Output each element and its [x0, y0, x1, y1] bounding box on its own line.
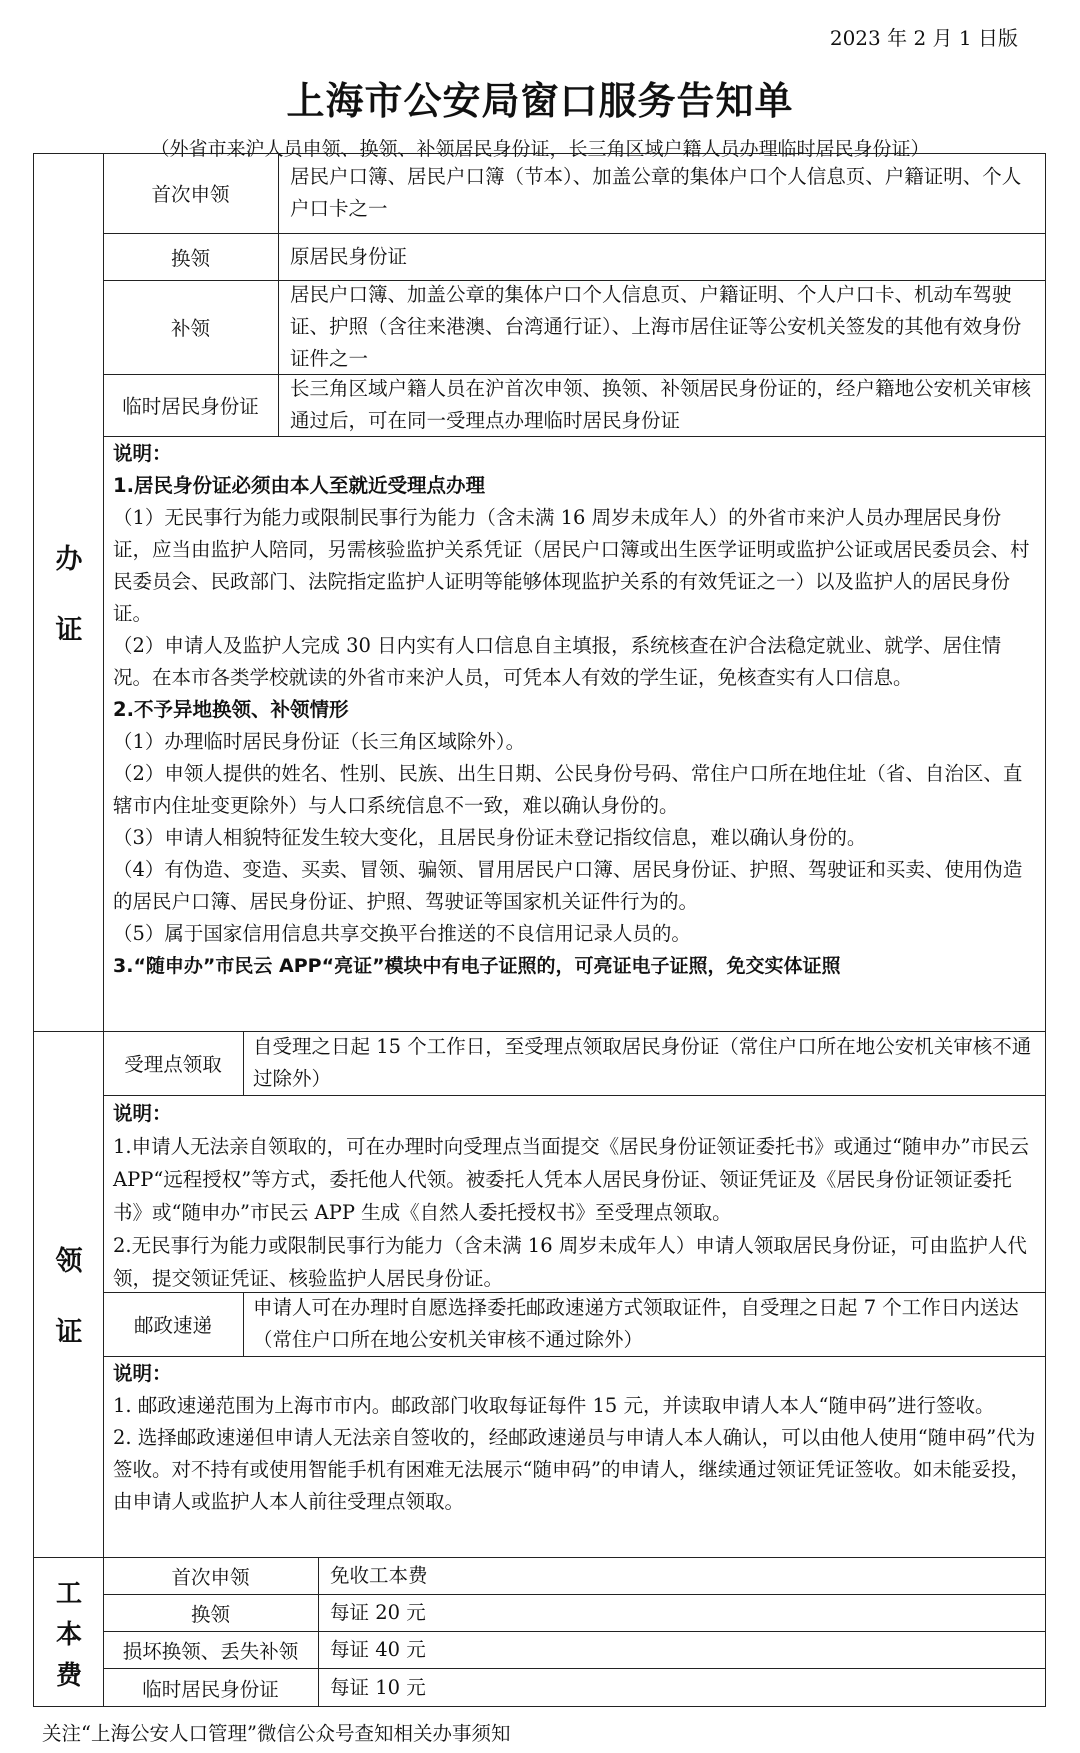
- row-content-temporary-id: 长三角区域户籍人员在沪首次申领、换领、补领居民身份证的，经户籍地公安机关审核通过后，可在同一受理点办理临时居民身份证: [290, 377, 1032, 432]
- note-heading-3: 3.“随申办”市民云 APP“亮证”模块中有电子证照的，可亮证电子证照，免交实体证照: [113, 955, 841, 977]
- version-date: 2023 年 2 月 1 日版: [829, 26, 1018, 50]
- note-item: （4）有伪造、变造、买卖、冒领、骗领、冒用居民户口簿、居民身份证、护照、驾驶证和买卖、使用伪造的居民户口簿、居民身份证、护照、驾驶证等国家机关证件行为的。: [113, 858, 1023, 913]
- note-item: （1）办理临时居民身份证（长三角区域除外）。: [113, 730, 526, 753]
- row-content-reissue: 居民户口簿、加盖公章的集体户口个人信息页、户籍证明、个人户口卡、机动车驾驶证、护照（含往来港澳、台湾通行证）、上海市居住证等公安机关签发的其他有效身份证件之一: [290, 283, 1022, 370]
- section-label-fee-char3: 费: [55, 1660, 82, 1691]
- notes-title: 说明：: [113, 1102, 172, 1125]
- section-label-fee-char2: 本: [55, 1619, 82, 1650]
- fee-label-first: 首次申领: [171, 1565, 250, 1589]
- section-label-lingzheng-char1: 领: [55, 1246, 83, 1277]
- row-label-reissue: 补领: [170, 317, 210, 340]
- row-label-postal: 邮政速递: [133, 1314, 212, 1337]
- section-label-banzheng-char1: 办: [55, 544, 83, 575]
- fee-value-damage-loss: 每证 40 元: [330, 1637, 426, 1661]
- row-label-pickup: 受理点领取: [124, 1053, 222, 1076]
- note-item: 1. 邮政速递范围为上海市市内。邮政部门收取每证每件 15 元，并读取申请人本人“随申码”进行签收。: [113, 1394, 995, 1417]
- row-content-postal: 申请人可在办理时自愿选择委托邮政速递方式领取证件，自受理之日起 7 个工作日内送达（常住户口所在地公安机关审核不通过除外）: [253, 1296, 1019, 1351]
- fee-value-temporary: 每证 10 元: [330, 1675, 426, 1699]
- notes-title: 说明：: [113, 442, 172, 465]
- note-item: （2）申领人提供的姓名、性别、民族、出生日期、公民身份号码、常住户口所在地住址（省、自治区、直辖市内住址变更除外）与人口系统信息不一致，难以确认身份的。: [113, 762, 1023, 817]
- row-label-exchange: 换领: [170, 246, 210, 270]
- fee-label-damage-loss: 损坏换领、丢失补领: [122, 1639, 299, 1663]
- fee-value-first: 免收工本费: [330, 1563, 428, 1587]
- note-heading-1: 1.居民身份证必须由本人至就近受理点办理: [113, 474, 485, 497]
- note-item: 2.无民事行为能力或限制民事行为能力（含未满 16 周岁未成年人）申请人领取居民身份证，可由监护人代领，提交领证凭证、核验监护人居民身份证。: [113, 1234, 1027, 1290]
- row-content-pickup: 自受理之日起 15 个工作日，至受理点领取居民身份证（常住户口所在地公安机关审核不通过除外）: [253, 1035, 1032, 1090]
- lingzheng-notes-2: [103, 1358, 1043, 1518]
- banzheng-notes: [103, 438, 1043, 982]
- lingzheng-notes-1: [103, 1097, 1043, 1295]
- section-label-banzheng: [33, 153, 105, 1031]
- row-content-first-apply: 居民户口簿、居民户口簿（节本）、加盖公章的集体户口个人信息页、户籍证明、个人户口卡之一: [290, 165, 1022, 220]
- fee-label-temporary: 临时居民身份证: [142, 1677, 279, 1701]
- footer-note: 关注“上海公安人口管理”微信公众号查知相关办事须知: [42, 1722, 511, 1745]
- row-divider: [103, 1356, 1046, 1357]
- fee-value-exchange: 每证 20 元: [330, 1600, 426, 1624]
- notes-title: 说明：: [113, 1362, 172, 1385]
- note-item: 1.申请人无法亲自领取的，可在办理时向受理点当面提交《居民身份证领证委托书》或通过“随申办”市民云 APP“远程授权”等方式，委托他人代领。被委托人凭本人居民身份证、领证凭证及《居民身份证领证委托书》或“随申办”市民云 APP 生成《自然人委托授权书》至受理点领取。: [113, 1135, 1030, 1224]
- row-label-first-apply: 首次申领: [151, 183, 230, 206]
- row-divider: [103, 1095, 1046, 1096]
- note-item: 2. 选择邮政速递但申请人无法亲自签收的，经邮政速递员与申请人本人确认，可以由他人使用“随申码”代为签收。对不持有或使用智能手机有困难无法展示“随申码”的申请人，继续通过领证凭证签收。如未能妥投，由申请人或监护人本人前往受理点领取。: [113, 1426, 1036, 1513]
- section-label-lingzheng: [33, 1031, 105, 1557]
- note-item: （2）申请人及监护人完成 30 日内实有人口信息自主填报，系统核查在沪合法稳定就业、就学、居住情况。在本市各类学校就读的外省市来沪人员，可凭本人有效的学生证，免核查实有人口信息。: [113, 634, 1002, 689]
- page-subtitle: （外省市来沪人员申领、换领、补领居民身份证，长三角区域户籍人员办理临时居民身份证）: [150, 138, 930, 160]
- section-label-fee: [33, 1557, 105, 1707]
- fee-label-exchange: 换领: [190, 1602, 230, 1626]
- note-item: （3）申请人相貌特征发生较大变化，且居民身份证未登记指纹信息，难以确认身份的。: [113, 826, 867, 849]
- note-heading-2: 2.不予异地换领、补领情形: [113, 698, 349, 721]
- section-label-banzheng-char2: 证: [55, 615, 83, 646]
- row-label-temporary-id: 临时居民身份证: [122, 395, 259, 418]
- section-label-fee-char1: 工: [55, 1578, 82, 1609]
- section-label-lingzheng-char2: 证: [55, 1317, 83, 1348]
- note-item: （5）属于国家信用信息共享交换平台推送的不良信用记录人员的。: [113, 922, 691, 945]
- page-title: 上海市公安局窗口服务告知单: [286, 79, 794, 123]
- note-item: （1）无民事行为能力或限制民事行为能力（含未满 16 周岁未成年人）的外省市来沪人员办理居民身份证，应当由监护人陪同，另需核验监护关系凭证（居民户口簿或出生医学证明或监护公证或居民委员会、村民委员会、民政部门、法院指定监护人证明等能够体现监护关系的有效凭证之一）以及监护人的居民身份证。: [113, 506, 1030, 625]
- row-content-exchange: 原居民身份证: [290, 244, 408, 268]
